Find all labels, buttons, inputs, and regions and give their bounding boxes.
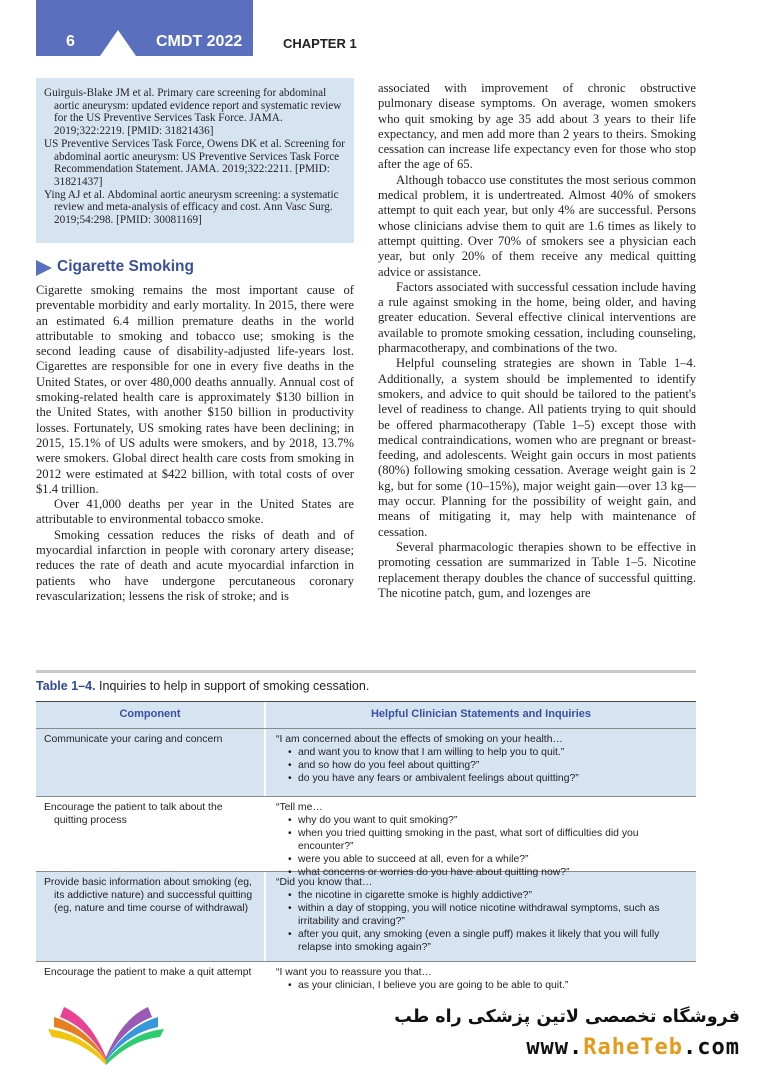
table-top-rule bbox=[36, 670, 696, 673]
reference-box bbox=[36, 78, 354, 243]
paragraph: Although tobacco use constitutes the most serious common medical problem, it is undertreated. Almost 40% of smokers attempt to quit each year, but only 4% are successful. Persons whose clinicians advise them to quit are 1.6 times as likely to attempt quitting. Over 70% of smokers see a physician each year, but only 20% of them receive any medical quitting advice or assistance. bbox=[378, 172, 696, 279]
paragraph: Cigarette smoking remains the most important cause of preventable morbidity and early mortality. In 2015, there were an estimated 6.4 million premature deaths in the world attributable to smoking and tobacco use; smoking is the second leading cause of disability-adjusted life-years lost. Cigarettes are responsible for one in every five deaths in the United States, or over 480,000 deaths annually. Annual cost of smoking-related health care is approximately $130 billion in the United States, with another $150 billion in productivity losses. Fortunately, US smoking rates have been declining; in 2015, 15.1% of US adults were smokers, and by 2018, 13.7% were smokers. Global direct health care costs from smoking in 2012 were estimated at $422 billion, with total costs of over $1.4 trillion. bbox=[36, 283, 354, 496]
paragraph: Several pharmacologic therapies shown to be effective in promoting cessation are summarized in Table 1–5. Nicotine replacement therapy doubles the chance of successful quitting. The nicotine patch, gum, and lozenges are bbox=[378, 539, 696, 600]
column-header-statements: Helpful Clinician Statements and Inquiries bbox=[370, 708, 592, 721]
statement-lead: “Tell me… bbox=[276, 802, 323, 813]
paragraph: Helpful counseling strategies are shown in Table 1–4. Additionally, a system should be implemented to identify smokers, and advice to quit should be tailored to the patient's level of readiness to change. All patients trying to quit should be offered pharmacotherapy (Table 1–5) except those with medical contraindications, women who are pregnant or breast-feeding, and adolescents. Weight gain occurs in most patients (80%) following smoking cessation. Average weight gain is 2 kg, but for some (10–15%), major weight gain—over 13 kg—may occur. Planning for the possibility of weight gain, and means of mitigating it, may help with maintenance of cessation. bbox=[378, 356, 696, 539]
statements-cell bbox=[266, 872, 696, 961]
paragraph: Smoking cessation reduces the risks of death and of myocardial infarction in people with coronary artery disease; reduces the rate of death and acute myocardial infarction in patients who have undergone percutaneous coronary revascularization; lessens the risk of stroke; and is bbox=[36, 527, 354, 603]
statement-lead: “I am concerned about the effects of smoking on your health… bbox=[276, 734, 563, 745]
reference-item: Ying AJ et al. Abdominal aortic aneurysm screening: a systematic review and meta-analysis of efficacy and cost. Ann Vasc Surg. 2019;54:298. [PMID: 30081169] bbox=[44, 188, 339, 227]
reference-item: Guirguis-Blake JM et al. Primary care screening for abdominal aortic aneurysm: updated evidence report and systematic review for the US Preventive Services Task Force. JAMA. 2019;322:2219. [PMID: 31821436] bbox=[44, 87, 342, 138]
table-row bbox=[36, 729, 696, 797]
page-number: 6 bbox=[66, 33, 75, 50]
header-triangle-decoration bbox=[100, 30, 136, 56]
watermark-website: www.RaheTeb.com bbox=[526, 1035, 740, 1060]
list-item: • and so how do you feel about quitting?” bbox=[288, 759, 690, 772]
table-header-row bbox=[36, 701, 696, 729]
statement-lead: “I want you to reassure you that… bbox=[276, 967, 432, 978]
column-header-component: Component bbox=[36, 702, 266, 728]
list-item: • after you quit, any smoking (even a single puff) makes it likely that you will fully relapse into smoking again?” bbox=[288, 928, 690, 954]
right-column bbox=[378, 81, 696, 601]
list-item: • when you tried quitting smoking in the past, what sort of difficulties did you encounter?” bbox=[288, 827, 690, 853]
list-item: • as your clinician, I believe you are going to be able to quit.” bbox=[288, 979, 690, 992]
component-cell: Provide basic information about smoking (eg, its addictive nature) and successful quitting (eg, nature and time course of withdrawal) bbox=[36, 872, 266, 961]
section-title: Cigarette Smoking bbox=[57, 258, 194, 275]
counseling-table bbox=[36, 701, 696, 1002]
statement-lead: “Did you know that… bbox=[276, 877, 373, 888]
statements-cell bbox=[266, 729, 696, 796]
left-column bbox=[36, 283, 354, 604]
component-cell: Communicate your caring and concern bbox=[36, 729, 266, 796]
table-row bbox=[36, 797, 696, 879]
statement-list bbox=[288, 746, 690, 785]
statement-list bbox=[288, 889, 690, 954]
list-item: • within a day of stopping, you will notice nicotine withdrawal symptoms, such as irritability and craving?” bbox=[288, 902, 690, 928]
watermark-footer bbox=[0, 993, 776, 1079]
list-item: • do you have any fears or ambivalent feelings about quitting?” bbox=[288, 772, 690, 785]
chapter-label: CHAPTER 1 bbox=[283, 36, 357, 51]
statement-list bbox=[288, 979, 690, 992]
list-item: • why do you want to quit smoking?” bbox=[288, 814, 690, 827]
list-item: • what concerns or worries do you have about quitting now?” bbox=[288, 866, 690, 879]
book-logo-icon bbox=[42, 1003, 170, 1067]
list-item: • were you able to succeed at all, even for a while?” bbox=[288, 853, 690, 866]
statement-list bbox=[288, 814, 690, 879]
component-cell: Encourage the patient to make a quit attempt bbox=[36, 962, 266, 1001]
paragraph: Factors associated with successful cessation include having a rule against smoking in the home, being older, and having greater education. Several effective clinical interventions are available to promote smoking cessation, including counseling, pharmacotherapy, and combinations of the two. bbox=[378, 279, 696, 356]
list-item: • and want you to know that I am willing to help you to quit.” bbox=[288, 746, 690, 759]
book-title: CMDT 2022 bbox=[156, 33, 243, 50]
table-label: Table 1–4. bbox=[36, 679, 96, 693]
reference-item: US Preventive Services Task Force, Owens DK et al. Screening for abdominal aortic aneurysm: US Preventive Services Task Force Recommendation Statement. JAMA. 2019;322:2211. [PMID: 31821437] bbox=[44, 137, 345, 188]
statements-cell bbox=[266, 797, 696, 879]
paragraph: Over 41,000 deaths per year in the United States are attributable to environmental tobacco smoke. bbox=[36, 497, 354, 527]
list-item: • the nicotine in cigarette smoke is highly addictive?” bbox=[288, 889, 690, 902]
page-header bbox=[0, 0, 776, 56]
table-row bbox=[36, 872, 696, 962]
component-cell: Encourage the patient to talk about the quitting process bbox=[36, 797, 266, 871]
paragraph: associated with improvement of chronic obstructive pulmonary disease symptoms. On average, women smokers who quit smoking by age 35 add about 3 years to their life expectancy, and men add more than 2 years to theirs. Smoking cessation can increase life expectancy even for those who stop after the age of 65. bbox=[378, 81, 696, 172]
section-arrow-icon bbox=[36, 260, 52, 276]
watermark-persian-text: فروشگاه تخصصی لاتین پزشکی راه طب bbox=[394, 1007, 740, 1027]
table-caption bbox=[36, 679, 369, 693]
table-caption-text: Inquiries to help in support of smoking cessation. bbox=[99, 679, 370, 693]
